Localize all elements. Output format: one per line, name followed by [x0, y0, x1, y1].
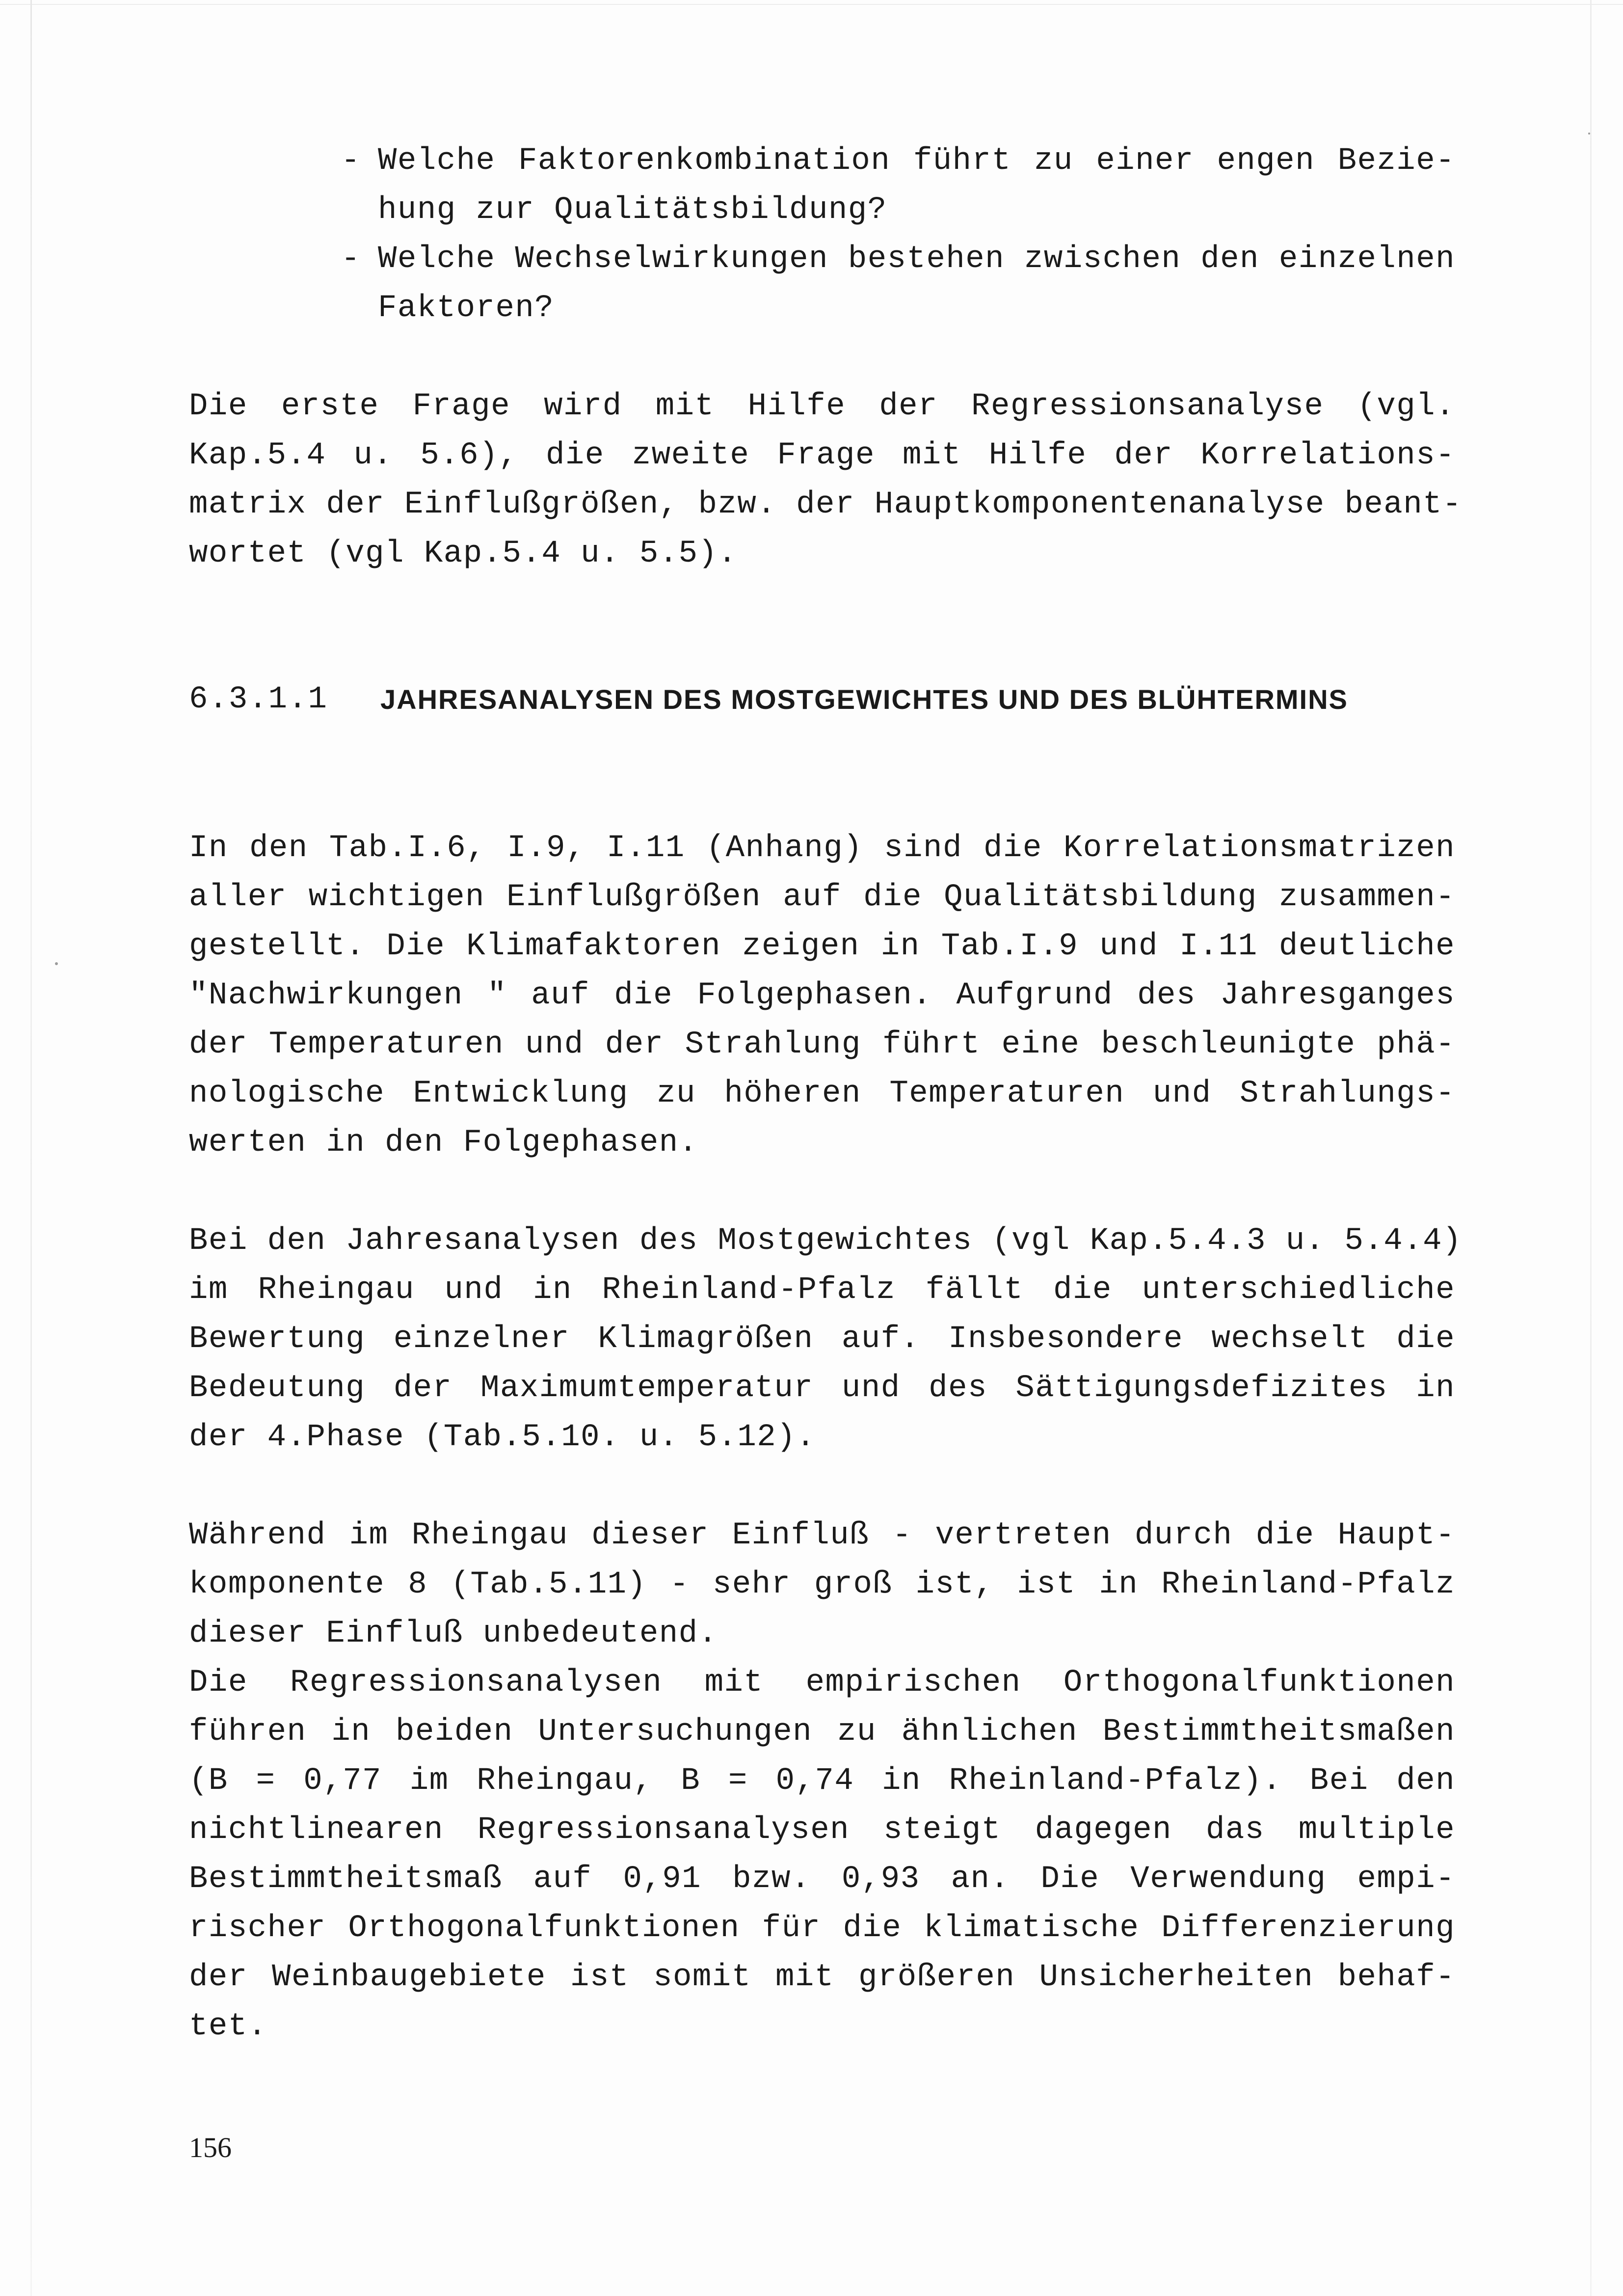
- page-number: 156: [189, 2132, 232, 2163]
- scan-edge-top: [0, 4, 1623, 5]
- paragraph-line: "Nachwirkungen " auf die Folgephasen. Aufgrund des Jahresganges: [189, 978, 1455, 1013]
- paragraph-line: der Temperaturen und der Strahlung führt eine beschleunigte phä-: [189, 1027, 1455, 1062]
- paragraph-line: Während im Rheingau dieser Einfluß - vertreten durch die Haupt-: [189, 1518, 1455, 1553]
- bullet-dash: -: [341, 242, 360, 277]
- paragraph-line: der Weinbaugebiete ist somit mit größeren Unsicherheiten behaf-: [189, 1960, 1455, 1995]
- paragraph-line: im Rheingau und in Rheinland-Pfalz fällt die unterschiedliche: [189, 1272, 1455, 1308]
- section-number: 6.3.1.1: [189, 682, 328, 717]
- paragraph-line: rischer Orthogonalfunktionen für die klimatische Differenzierung: [189, 1911, 1455, 1946]
- bullet-2-line-1: Welche Wechselwirkungen bestehen zwischen den einzelnen: [378, 242, 1455, 277]
- paragraph-line: Bewertung einzelner Klimagrößen auf. Insbesondere wechselt die: [189, 1322, 1455, 1357]
- paragraph-line: Die Regressionsanalysen mit empirischen Orthogonalfunktionen: [189, 1665, 1455, 1701]
- scan-edge-left: [30, 0, 32, 2296]
- section-title: JAHRESANALYSEN DES MOSTGEWICHTES UND DES BLÜHTERMINS: [380, 684, 1348, 715]
- paragraph-line: Bei den Jahresanalysen des Mostgewichtes (vgl Kap.5.4.3 u. 5.4.4): [189, 1223, 1462, 1259]
- paragraph-line: nichtlinearen Regressionsanalysen steigt dagegen das multiple: [189, 1812, 1455, 1848]
- paragraph-line: Bestimmtheitsmaß auf 0,91 bzw. 0,93 an. Die Verwendung empi-: [189, 1862, 1455, 1897]
- bullet-dash: -: [341, 143, 360, 179]
- bullet-2-line-2: Faktoren?: [378, 291, 555, 326]
- paragraph-line: dieser Einfluß unbedeutend.: [189, 1616, 718, 1651]
- paragraph-line: Bedeutung der Maximumtemperatur und des Sättigungsdefizites in: [189, 1371, 1455, 1406]
- scan-edge-right: [1590, 0, 1592, 2296]
- paragraph-line: Die erste Frage wird mit Hilfe der Regressionsanalyse (vgl.: [189, 389, 1455, 424]
- paragraph-line: der 4.Phase (Tab.5.10. u. 5.12).: [189, 1420, 816, 1455]
- paragraph-line: Kap.5.4 u. 5.6), die zweite Frage mit Hilfe der Korrelations-: [189, 438, 1455, 473]
- paragraph-line: werten in den Folgephasen.: [189, 1125, 698, 1161]
- bullet-1-line-2: hung zur Qualitätsbildung?: [378, 192, 887, 228]
- paragraph-line: gestellt. Die Klimafaktoren zeigen in Tab.I.9 und I.11 deutliche: [189, 929, 1455, 964]
- paragraph-line: aller wichtigen Einflußgrößen auf die Qualitätsbildung zusammen-: [189, 880, 1455, 915]
- paragraph-line: nologische Entwicklung zu höheren Temperaturen und Strahlungs-: [189, 1076, 1455, 1111]
- paragraph-line: wortet (vgl Kap.5.4 u. 5.5).: [189, 536, 738, 571]
- scan-speck: [55, 962, 58, 965]
- paragraph-line: matrix der Einflußgrößen, bzw. der Hauptkomponentenanalyse beant-: [189, 487, 1462, 522]
- paragraph-line: komponente 8 (Tab.5.11) - sehr groß ist, ist in Rheinland-Pfalz: [189, 1567, 1455, 1602]
- paragraph-line: tet.: [189, 2009, 267, 2044]
- bullet-1-line-1: Welche Faktorenkombination führt zu einer engen Bezie-: [378, 143, 1455, 179]
- paragraph-line: führen in beiden Untersuchungen zu ähnlichen Bestimmtheitsmaßen: [189, 1714, 1455, 1750]
- paragraph-line: (B = 0,77 im Rheingau, B = 0,74 in Rheinland-Pfalz). Bei den: [189, 1763, 1455, 1799]
- scan-speck: [1588, 133, 1590, 135]
- paragraph-line: In den Tab.I.6, I.9, I.11 (Anhang) sind die Korrelationsmatrizen: [189, 831, 1455, 866]
